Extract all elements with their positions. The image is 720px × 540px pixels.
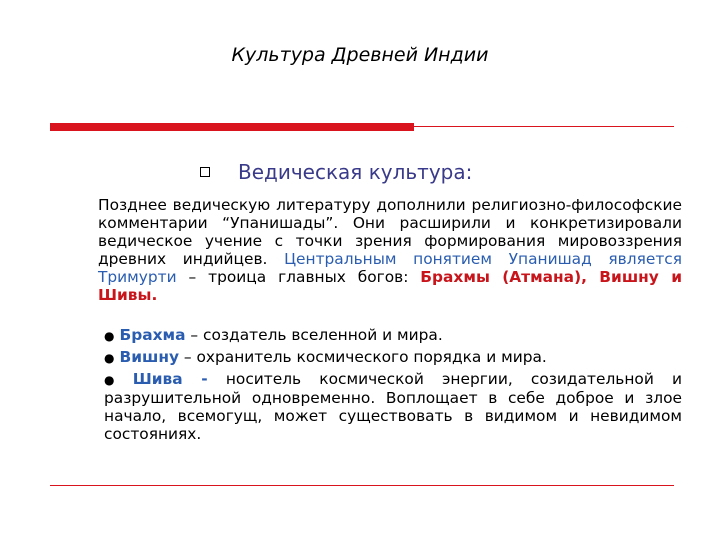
bullet-text: – охранитель космического порядка и мира. [179,348,547,366]
list-item [104,326,682,345]
square-bullet-icon [200,167,210,177]
list-item [104,348,682,367]
bullet-text: – создатель вселенной и мира. [185,326,443,344]
subheading-text: Ведическая культура: [238,160,473,184]
paragraph-gods: Брахмы (Атмана), Вишну и Шивы. [98,268,682,304]
paragraph-highlight: Центральным понятием Упанишад является Тримурти [98,250,683,286]
body-paragraph [70,196,682,304]
bullet-dot-icon: ● [104,329,115,343]
top-divider [50,123,674,131]
bullet-text: носитель космической энергии, созидательной и разрушительной одновременно. Воплощает в себе доброе и злое начало, всемогущ, может существовать в видимом и невидимом состояниях. [104,370,682,443]
bullet-list [104,326,682,446]
list-item [104,370,682,443]
top-divider-thin [414,126,674,127]
paragraph-lead: Позднее ведическую литературу дополнили религиозно-философские комментарии “Упанишады”. Они расширили и конкретизировали ведическое учение с точки зрения формирования мировоззрения древних индийцев. [98,196,682,268]
bullet-term: Брахма [119,326,186,344]
paragraph-middle: – троица главных богов: [176,268,421,286]
bullet-dot-icon: ● [104,351,115,365]
bottom-divider [50,485,674,486]
subheading [200,160,472,184]
bullet-dot-icon: ● [104,373,128,387]
bullet-term: Шива - [132,370,208,388]
top-divider-thick [50,123,414,131]
bullet-term: Вишну [119,348,180,366]
slide-title: Культура Древней Индии [231,44,489,66]
